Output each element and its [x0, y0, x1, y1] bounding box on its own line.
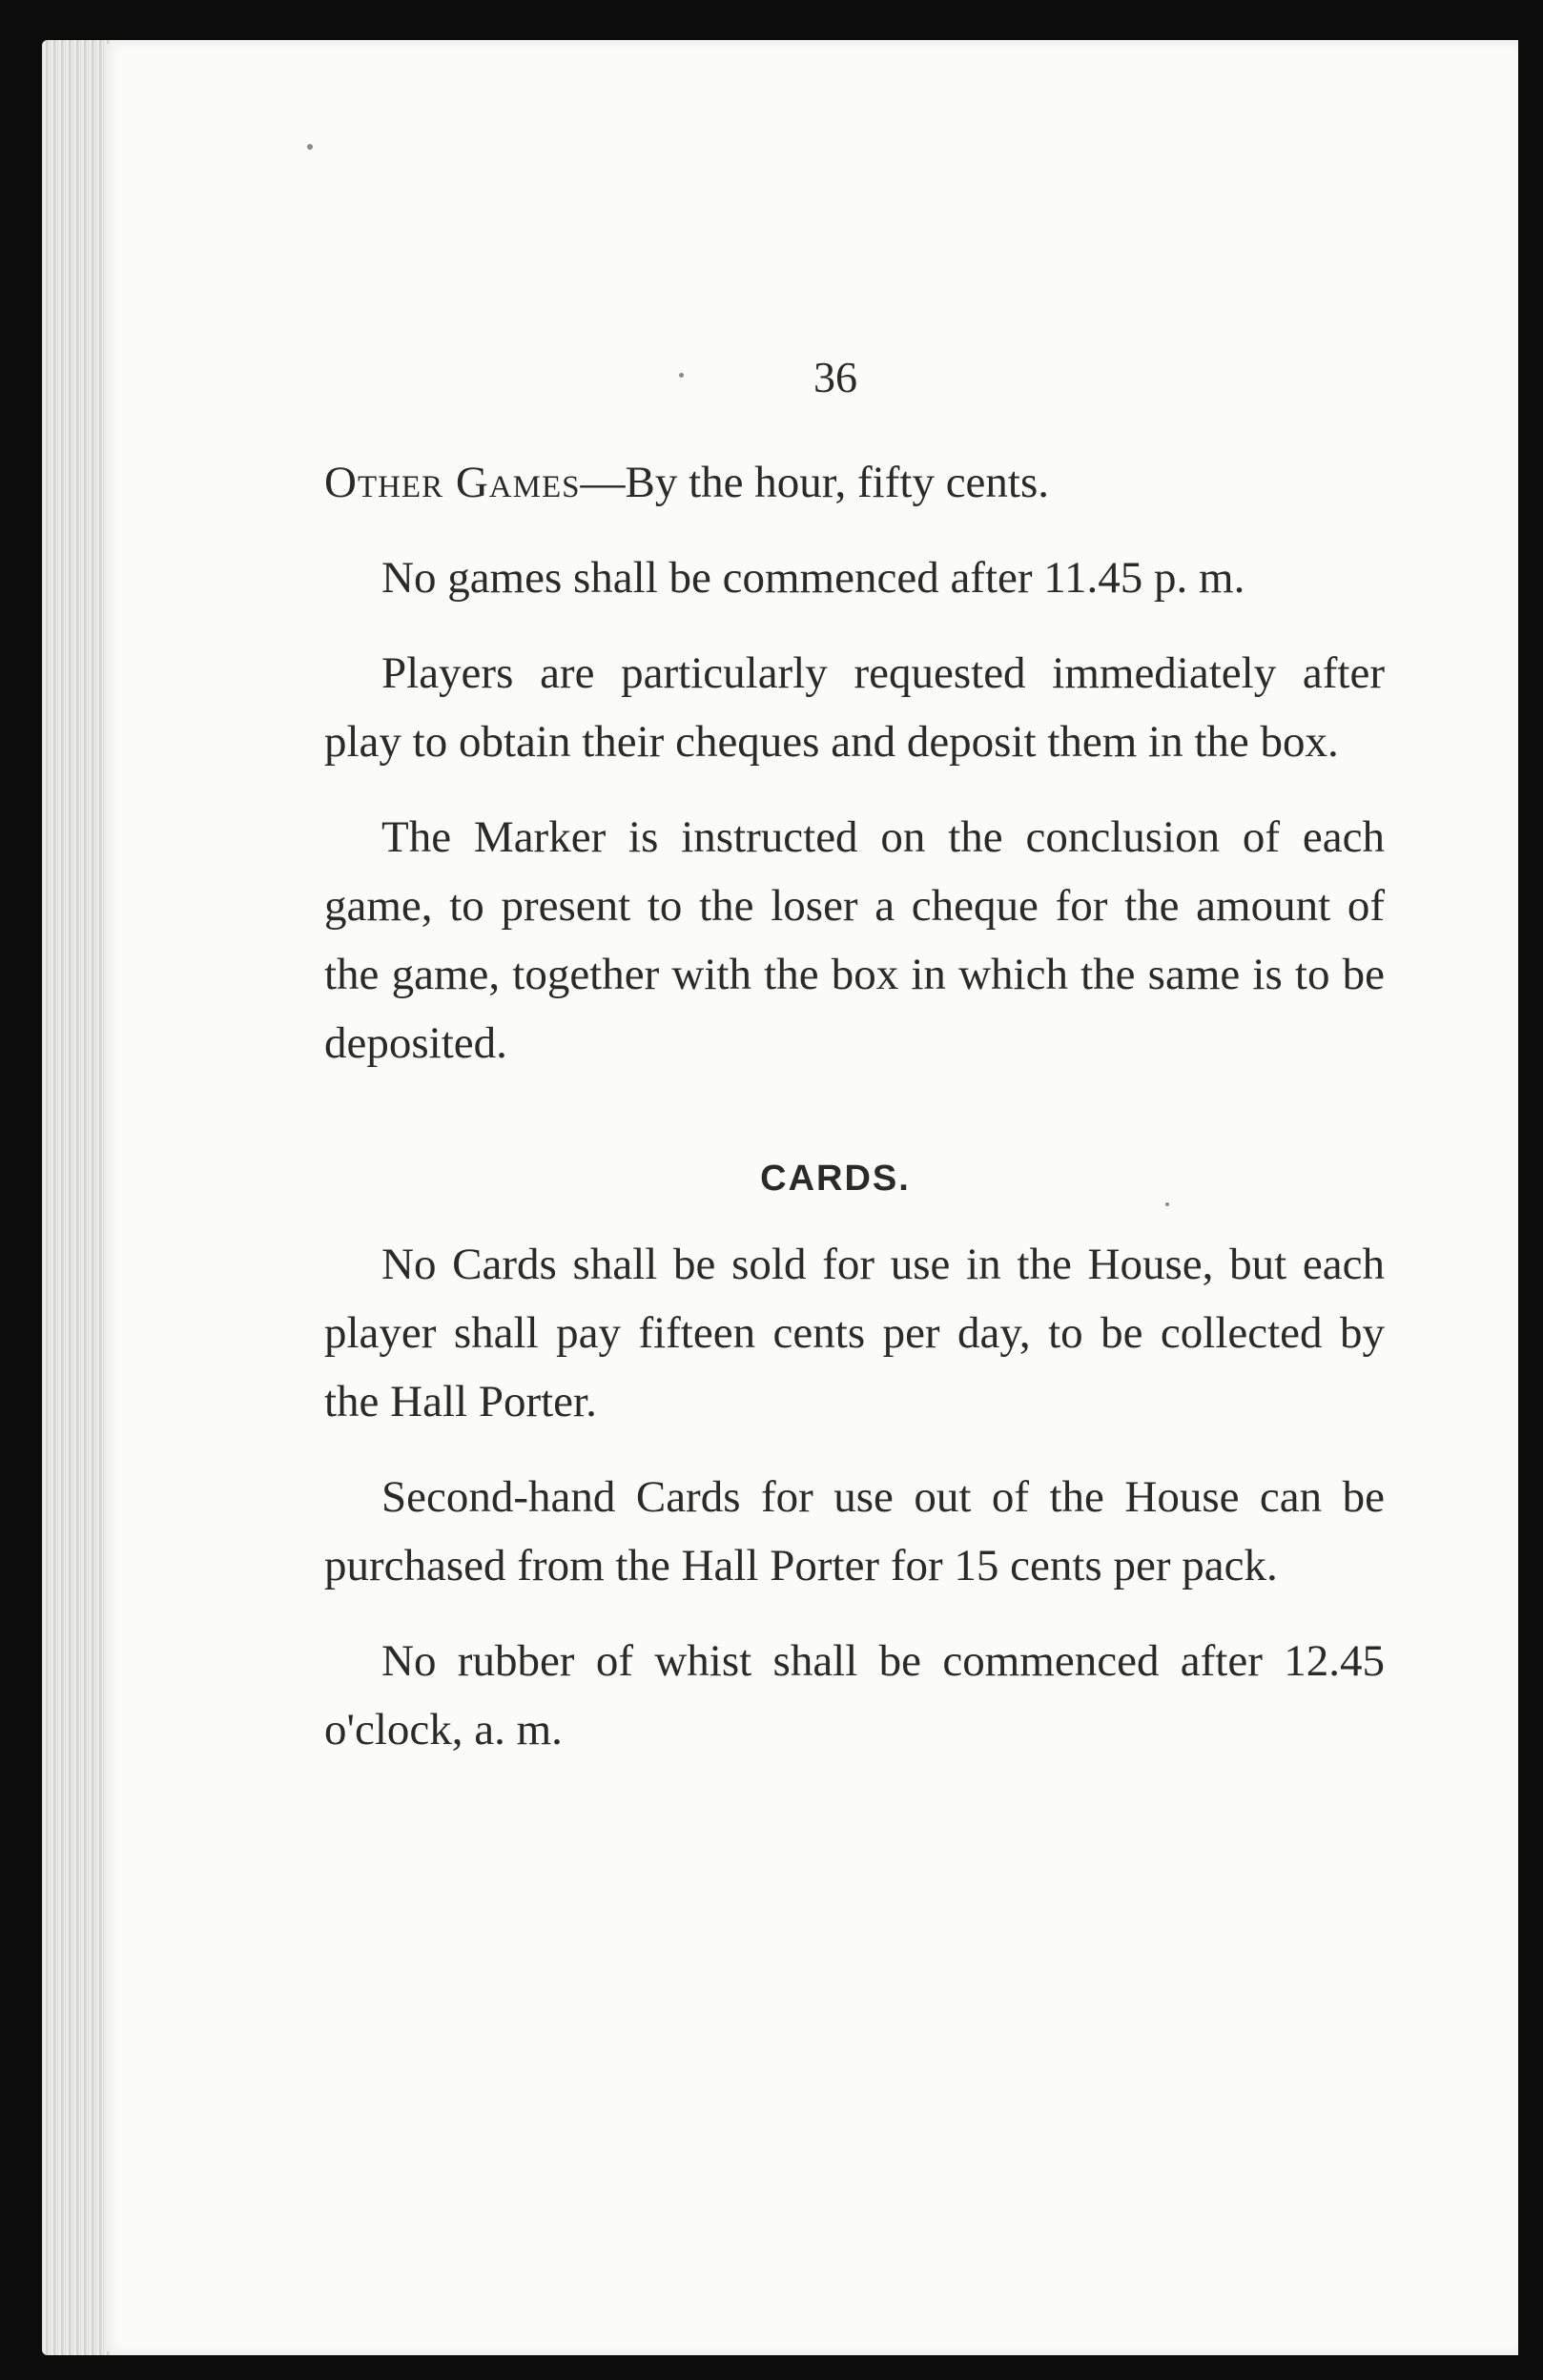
games-rule-paragraph: No games shall be commenced after 11.45 p. m. — [381, 553, 1245, 603]
page-number: 36 — [813, 353, 857, 401]
other-games-lead: Other Games — [324, 458, 581, 507]
page-text — [324, 343, 1385, 1791]
other-games-paragraph — [324, 448, 1385, 517]
dust-speck — [307, 144, 313, 150]
cards-heading: CARDS. — [760, 1159, 911, 1199]
page-edges — [42, 40, 111, 2355]
cards-rule-paragraph: No rubber of whist shall be commenced after 12.45 o'clock, a. m. — [324, 1636, 1385, 1754]
games-rule-paragraph: The Marker is instructed on the conclusion of each game, to present to the loser a cheque for the amount of the game, together with the box in which the same is to be deposited. — [324, 812, 1385, 1068]
other-games-rate: —By the hour, fifty cents. — [580, 458, 1050, 507]
cards-rule-paragraph: No Cards shall be sold for use in the House, but each player shall pay fifteen cents per day, to be collected by the Hall Porter. — [324, 1240, 1385, 1426]
games-rule-paragraph: Players are particularly requested immediately after play to obtain their cheques and deposit them in the box. — [324, 648, 1385, 767]
cards-rule-paragraph: Second-hand Cards for use out of the House can be purchased from the Hall Porter for 15 cents per pack. — [324, 1472, 1385, 1590]
